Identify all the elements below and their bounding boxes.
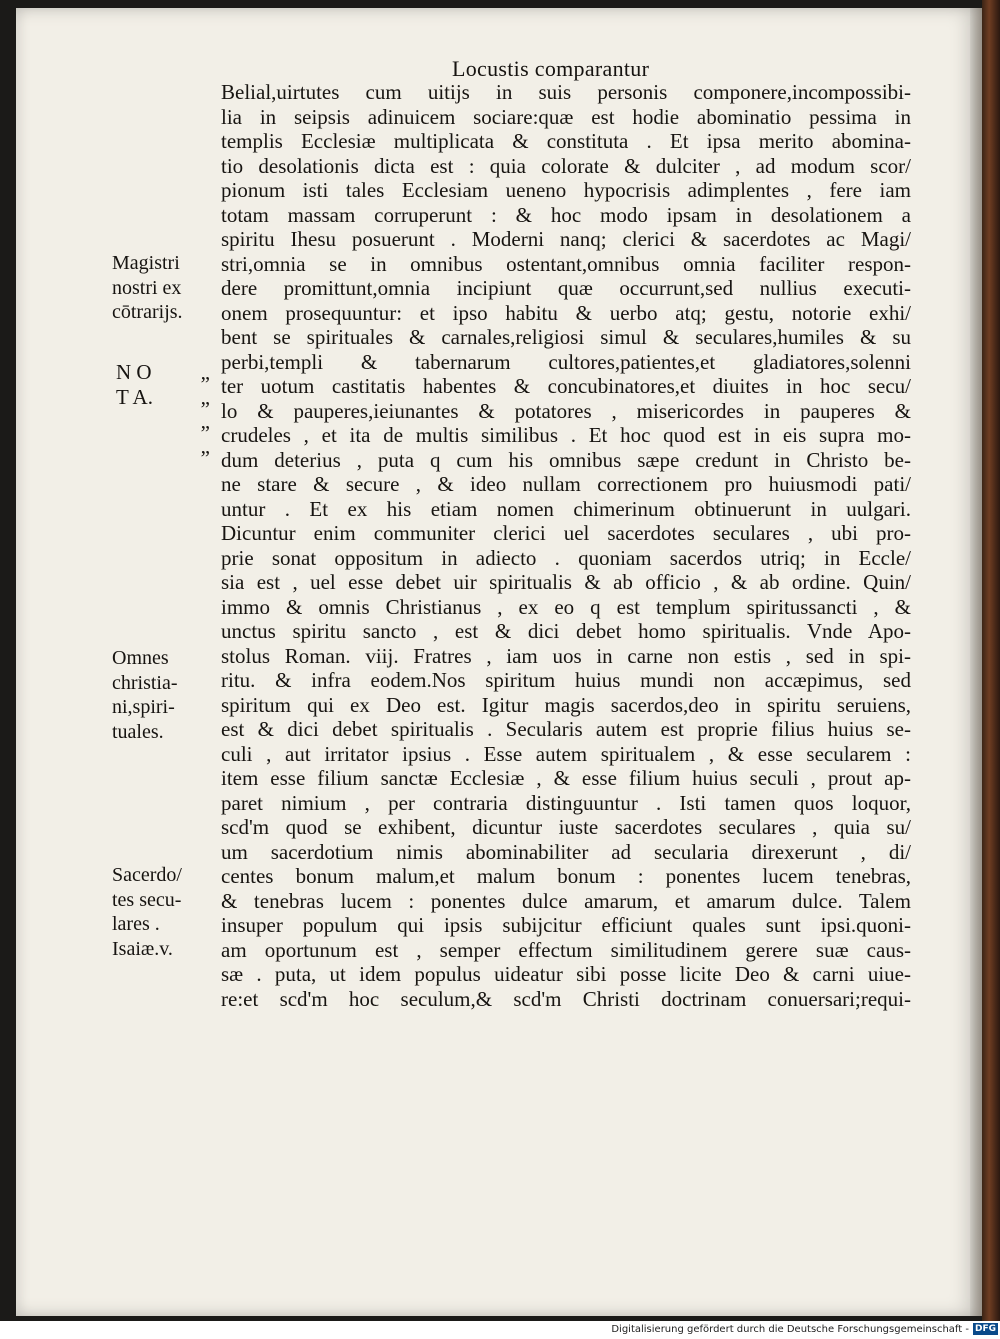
- body-line: dere promittunt,omnia incipiunt quæ occurrunt,sed nullius executi-: [221, 276, 911, 300]
- marginal-note-magistri: [112, 251, 216, 325]
- body-line: sæ . puta, ut idem populus uideatur sibi posse licite Deo & carni uiue-: [221, 962, 911, 986]
- digitization-footer: [0, 1321, 1000, 1339]
- marginal-note-line: cōtrarijs.: [112, 301, 183, 323]
- body-line: ter uotum castitatis habentes & concubinatores,et diuites in hoc secu/: [221, 374, 911, 398]
- body-line: crudeles , et ita de multis similibus . Et hoc quod est in eis supra mo-: [221, 423, 911, 447]
- body-line: Belial,uirtutes cum uitijs in suis personis componere,incompossibi-: [221, 80, 911, 104]
- body-line: dum deterius , puta q cum his omnibus sæpe credunt in Christo be-: [221, 447, 911, 472]
- body-line: ne stare & secure , & ideo nullam correctionem pro huiusmodi pati/: [221, 472, 911, 496]
- body-line: stolus Roman. viij. Fratres , iam uos in carne non estis , sed in spi-: [221, 643, 911, 668]
- body-line: stri,omnia se in omnibus ostentant,omnibus omnia faciliter respon-: [221, 251, 911, 276]
- body-line: untur . Et ex his etiam nomen chimerinum obtinuerunt in uulgari.: [221, 496, 911, 521]
- marginal-note-line: Omnes: [112, 647, 169, 669]
- footer-credit: Digitalisierung gefördert durch die Deutsche Forschungsgemeinschaft -: [611, 1324, 969, 1335]
- marginal-note-line: christia-: [112, 671, 178, 694]
- body-line: est & dici debet spiritualis . Secularis autem est proprie filius huius se-: [221, 717, 911, 741]
- nota-quote-mark: „: [200, 360, 210, 384]
- dfg-logo: DFG: [974, 1324, 996, 1334]
- marginal-note-omnes: [112, 646, 216, 744]
- body-line: item esse filium sanctæ Ecclesiæ , & esse filium huius seculi , prout ap-: [221, 766, 911, 790]
- body-line: lia in seipsis adinuicem sociare:quæ est hodie abominatio pessima in: [221, 104, 911, 129]
- body-line: spiritu Ihesu posuerunt . Moderni nanq; clerici & sacerdotes ac Magi/: [221, 227, 911, 251]
- body-line: insuper populum qui ipsis subijcitur efficiunt quales sunt ipsi.quoni-: [221, 913, 911, 937]
- page-gutter-shadow: [970, 8, 982, 1316]
- marginal-note-line: tes secu-: [112, 888, 182, 911]
- body-line: paret nimium , per contraria distinguuntur . Isti tamen quos loquor,: [221, 790, 911, 815]
- body-text: [221, 80, 911, 1011]
- marginal-note-sacerdotes: [112, 863, 216, 961]
- body-line: sia est , uel esse debet uir spiritualis & ab officio , & ab ordine. Quin/: [221, 570, 911, 594]
- nota-bene-mark: [116, 360, 216, 458]
- body-line: spiritum qui ex Deo est. Igitur magis sacerdos,deo in spiritu seruiens,: [221, 692, 911, 717]
- marginal-note-line: lares .: [112, 913, 160, 935]
- running-head: Locustis comparantur: [452, 56, 650, 81]
- body-line: scd'm quod se exhibent, dicuntur iuste sacerdotes seculares , quia su/: [221, 815, 911, 839]
- body-line: perbi,templi & tabernarum cultores,patientes,et gladiatores,solenni: [221, 349, 911, 374]
- body-line: tio desolationis dicta est : quia colorate & dulciter , ad modum scor/: [221, 153, 911, 178]
- nota-text: T A.: [116, 384, 153, 409]
- body-line: re:et scd'm hoc seculum,& scd'm Christi doctrinam conuersari;requi-: [221, 986, 911, 1011]
- marginal-note-line: Isaiæ.v.: [112, 937, 173, 960]
- body-line: onem prosequuntur: et ipso habitu & uerbo atq; gestu, notorie exhi/: [221, 300, 911, 325]
- body-line: templis Ecclesiæ multiplicata & constituta . Et ipsa merito abomina-: [221, 129, 911, 153]
- body-line: unctus spiritu sancto , est & dici debet homo spiritualis. Vnde Apo-: [221, 619, 911, 643]
- body-line: am oportunum est , semper effectum similitudinem gerere suæ caus-: [221, 937, 911, 962]
- marginal-note-line: tuales.: [112, 720, 164, 743]
- body-line: ritu. & infra eodem.Nos spiritum huius mundi non accæpimus, sed: [221, 668, 911, 692]
- nota-text: N O: [116, 360, 152, 384]
- body-line: Dicuntur enim communiter clerici uel sacerdotes seculares , ubi pro-: [221, 521, 911, 545]
- nota-quote-mark: „: [200, 433, 210, 458]
- body-line: bent se spirituales & carnales,religiosi simul & seculares,humiles & su: [221, 325, 911, 349]
- marginal-note-line: ni,spiri-: [112, 696, 175, 718]
- body-line: totam massam corruperunt : & hoc modo ipsam in desolationem a: [221, 202, 911, 227]
- body-line: prie sonat oppositum in adiecto . quoniam sacerdos utriq; in Eccle/: [221, 545, 911, 570]
- body-line: lo & pauperes,ieiunantes & potatores , misericordes in pauperes &: [221, 398, 911, 423]
- body-line: centes bonum malum,et malum bonum : ponentes lucem tenebras,: [221, 864, 911, 888]
- body-line: culi , aut irritator ipsius . Esse autem spiritualem , & esse secularem :: [221, 741, 911, 766]
- body-line: pionum isti tales Ecclesiam ueneno hypocrisis adimplentes , fere iam: [221, 178, 911, 202]
- nota-quote-mark: „: [200, 384, 210, 409]
- marginal-note-line: nostri ex: [112, 276, 182, 299]
- body-line: immo & omnis Christianus , ex eo q est templum spiritussancti , &: [221, 594, 911, 619]
- body-line: um sacerdotium nimis abominabiliter ad secularia direxerunt , di/: [221, 839, 911, 864]
- nota-quote-mark: „: [200, 409, 210, 433]
- marginal-note-line: Magistri: [112, 252, 180, 274]
- body-line: & tenebras lucem : ponentes dulce amarum, et amarum dulce. Talem: [221, 888, 911, 913]
- book-cover-edge: [982, 0, 1000, 1321]
- marginal-note-line: Sacerdo/: [112, 864, 182, 886]
